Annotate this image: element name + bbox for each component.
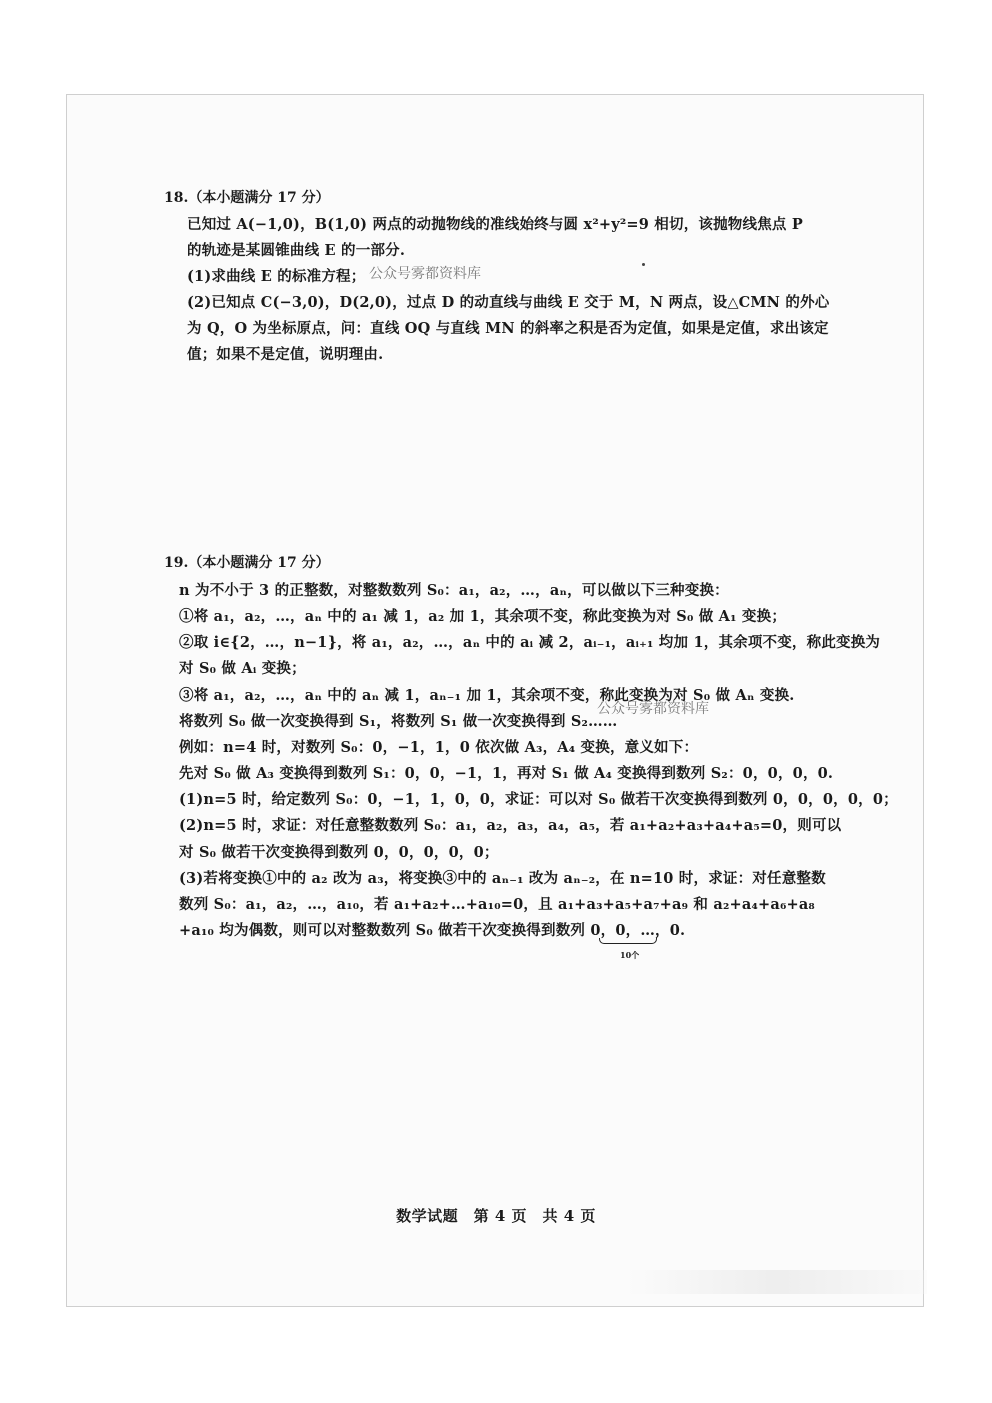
q19-line: ③将 a₁，a₂，…，aₙ 中的 aₙ 减 1，aₙ₋₁ 加 1，其余项不变，称此变换为对 S₀ 做 Aₙ 变换. [179,687,795,704]
q19-line: 先对 S₀ 做 A₃ 变换得到数列 S₁：0，0，−1，1，再对 S₁ 做 A₄ 变换得到数列 S₂：0，0，0，0. [179,765,834,782]
q19-line: 将数列 S₀ 做一次变换得到 S₁，将数列 S₁ 做一次变换得到 S₂…… [179,713,618,730]
q18-line: 为 Q，O 为坐标原点，问：直线 OQ 与直线 MN 的斜率之积是否为定值，如果是定值，求出该定 [187,320,829,337]
q19-line: ①将 a₁，a₂，…，aₙ 中的 a₁ 减 1，a₂ 加 1，其余项不变，称此变换为对 S₀ 做 A₁ 变换； [179,608,787,625]
q18-line: 已知过 A(−1,0)，B(1,0) 两点的动抛物线的准线始终与圆 x²+y²=9 相切，该抛物线焦点 P [187,216,803,233]
watermark-text: 公众号雾都资料库 [597,701,709,717]
q19-line: (2)n=5 时，求证：对任意整数数列 S₀：a₁，a₂，a₃，a₄，a₅，若 a₁+a₂+a₃+a₄+a₅=0，则可以 [179,817,842,834]
q18-line: (2)已知点 C(−3,0)，D(2,0)，过点 D 的动直线与曲线 E 交于 M，N 两点，设△CMN 的外心 [187,294,830,311]
watermark-text: 公众号雾都资料库 [369,266,481,282]
underbrace [599,938,657,944]
q19-line: +a₁₀ 均为偶数，则可以对整数数列 S₀ 做若干次变换得到数列 0，0，…，0. [179,922,686,939]
q19-line: 例如：n=4 时，对数列 S₀：0，−1，1，0 依次做 A₃，A₄ 变换，意义如下： [179,739,699,756]
q19-line: n 为不小于 3 的正整数，对整数数列 S₀：a₁，a₂，…，aₙ，可以做以下三种变换： [179,582,729,599]
q19-line: 数列 S₀：a₁，a₂，…，a₁₀，若 a₁+a₂+…+a₁₀=0，且 a₁+a₃+a₅+a₇+a₉ 和 a₂+a₄+a₆+a₈ [179,896,815,913]
q19-line: ②取 i∈{2，…，n−1}，将 a₁，a₂，…，aₙ 中的 aᵢ 减 2，aᵢ₋₁，aᵢ₊₁ 均加 1，其余项不变，称此变换为 [179,634,881,651]
underbrace-label: 10个 [620,950,640,960]
q18-line: 值；如果不是定值，说明理由. [187,346,384,363]
q19-line: (3)若将变换①中的 a₂ 改为 a₃，将变换③中的 aₙ₋₁ 改为 aₙ₋₂，在 n=10 时，求证：对任意整数 [179,870,826,887]
exam-page [66,94,924,1307]
page-footer: 数学试题 第 4 页 共 4 页 [396,1207,596,1225]
speck [642,263,645,266]
q18-line: 的轨迹是某圆锥曲线 E 的一部分. [187,242,406,259]
scan-smudge [627,1270,927,1294]
q19-line: 对 S₀ 做若干次变换得到数列 0，0，0，0，0； [179,844,499,861]
q18-line: (1)求曲线 E 的标准方程； [187,268,366,285]
question-18-header: 18.（本小题满分 17 分） [164,190,330,206]
question-19-header: 19.（本小题满分 17 分） [164,555,330,571]
q19-line: 对 S₀ 做 Aᵢ 变换； [179,660,306,677]
q19-line: (1)n=5 时，给定数列 S₀：0，−1，1，0，0，求证：可以对 S₀ 做若干次变换得到数列 0，0，0，0，0； [179,791,898,808]
